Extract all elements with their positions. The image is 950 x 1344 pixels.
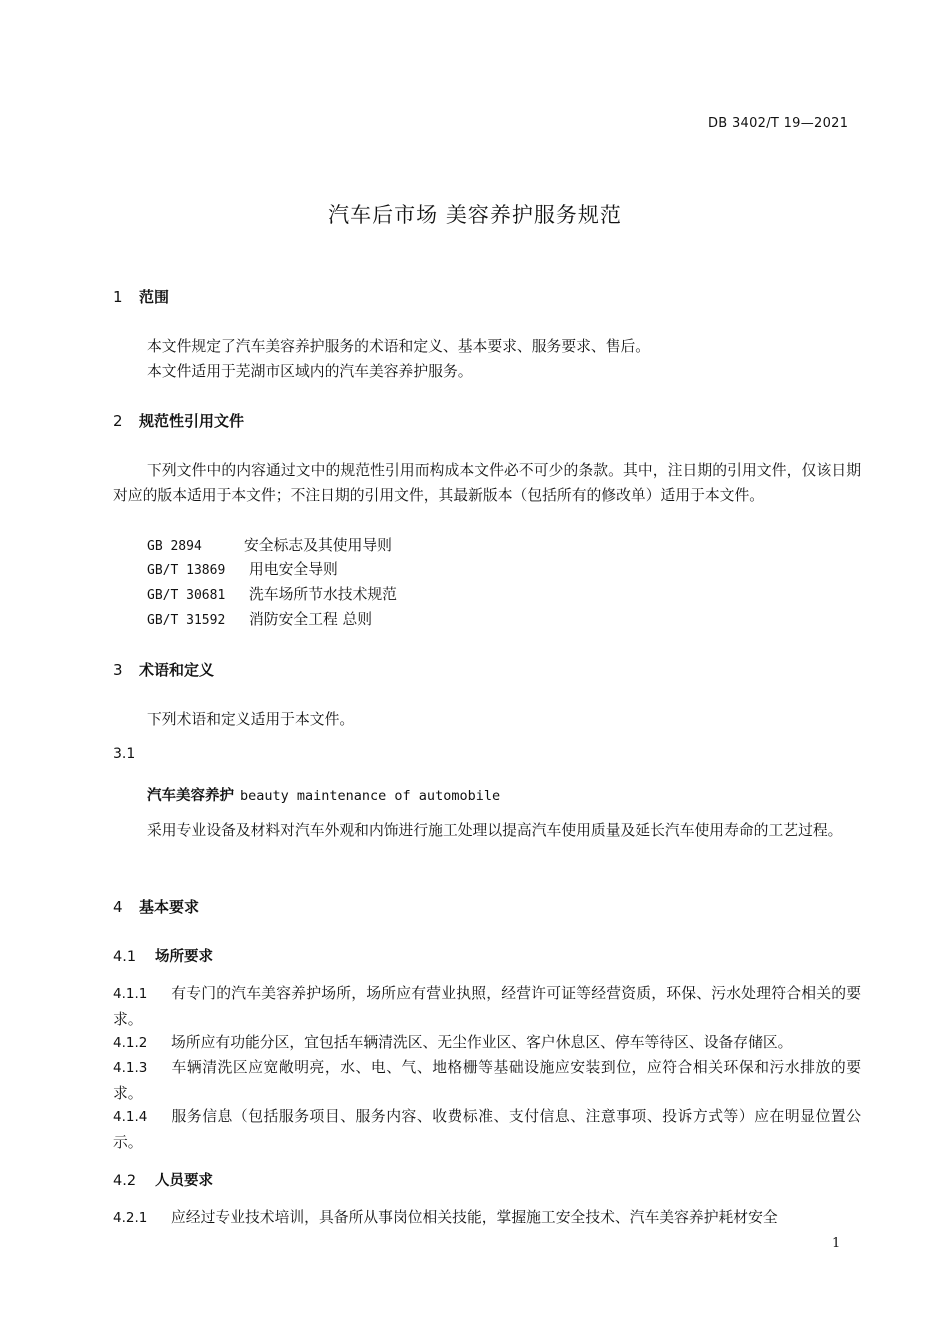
section-heading-3 xyxy=(113,659,214,680)
reference-title: 用电安全导则 xyxy=(249,561,338,578)
reference-code: GB/T 30681 xyxy=(147,588,226,603)
reference-code: GB/T 13869 xyxy=(147,563,226,578)
section-heading-1 xyxy=(113,286,169,307)
page-number: 1 xyxy=(832,1236,841,1251)
reference-item xyxy=(147,583,397,604)
section-title: 基本要求 xyxy=(139,898,200,916)
clause xyxy=(113,1104,861,1155)
clause-text: 车辆清洗区应宽敞明亮，水、电、气、地格栅等基础设施应安装到位，应符合相关环保和污水排放的要求。 xyxy=(113,1059,861,1102)
section-title: 规范性引用文件 xyxy=(139,412,245,430)
reference-code: GB 2894 xyxy=(147,539,202,554)
paragraph: 下列文件中的内容通过文中的规范性引用而构成本文件必不可少的条款。其中，注日期的引用文件，仅该日期对应的版本适用于本文件；不注日期的引用文件，其最新版本（包括所有的修改单）适用于本文件。 xyxy=(113,462,861,504)
clause xyxy=(113,1030,861,1056)
clause-number: 4.1.2 xyxy=(113,1035,148,1051)
section-title: 术语和定义 xyxy=(139,661,215,679)
paragraph: 本文件规定了汽车美容养护服务的术语和定义、基本要求、服务要求、售后。 xyxy=(147,338,651,355)
reference-item xyxy=(147,608,372,629)
clause-number: 4.2.1 xyxy=(113,1210,148,1226)
subsection-title: 场所要求 xyxy=(155,949,213,965)
term-chinese: 汽车美容养护 xyxy=(147,788,234,804)
section-heading-2 xyxy=(113,410,244,431)
reference-code: GB/T 31592 xyxy=(147,613,226,628)
term-definition: 采用专业设备及材料对汽车外观和内饰进行施工处理以提高汽车使用质量及延长汽车使用寿命的工艺过程。 xyxy=(147,822,843,839)
term-entry xyxy=(147,784,500,805)
clause-text: 服务信息（包括服务项目、服务内容、收费标准、支付信息、注意事项、投诉方式等）应在明显位置公示。 xyxy=(113,1108,861,1151)
clause-text: 应经过专业技术培训，具备所从事岗位相关技能，掌握施工安全技术、汽车美容养护耗材安全 xyxy=(171,1209,778,1226)
section-number: 3 xyxy=(113,661,123,679)
subsection-title: 人员要求 xyxy=(155,1173,213,1189)
clause-text: 有专门的汽车美容养护场所，场所应有营业执照，经营许可证等经营资质，环保、污水处理符合相关的要求。 xyxy=(113,985,861,1028)
reference-item xyxy=(147,558,338,579)
clause xyxy=(113,981,861,1032)
paragraph: 本文件适用于芜湖市区域内的汽车美容养护服务。 xyxy=(147,363,473,380)
section-number: 2 xyxy=(113,412,123,430)
section-number: 1 xyxy=(113,288,123,306)
clause-text: 场所应有功能分区，宜包括车辆清洗区、无尘作业区、客户休息区、停车等待区、设备存储区。 xyxy=(171,1034,793,1051)
clause-number: 4.1.3 xyxy=(113,1060,148,1076)
clause-number: 4.1.4 xyxy=(113,1109,148,1125)
subsection-heading-4-1 xyxy=(113,945,213,966)
clause xyxy=(113,1055,861,1106)
section-heading-4 xyxy=(113,896,199,917)
term-number: 3.1 xyxy=(113,746,136,762)
clause xyxy=(113,1205,861,1231)
document-title: 汽车后市场 美容养护服务规范 xyxy=(328,203,622,227)
document-id: DB 3402/T 19—2021 xyxy=(708,116,849,131)
reference-item xyxy=(147,534,392,555)
reference-title: 安全标志及其使用导则 xyxy=(244,537,392,554)
section-title: 范围 xyxy=(139,288,170,306)
subsection-heading-4-2 xyxy=(113,1169,213,1190)
term-english: beauty maintenance of automobile xyxy=(240,788,501,804)
reference-title: 消防安全工程 总则 xyxy=(249,611,373,628)
paragraph: 下列术语和定义适用于本文件。 xyxy=(147,711,355,728)
section-number: 4 xyxy=(113,898,123,916)
reference-title: 洗车场所节水技术规范 xyxy=(249,586,397,603)
subsection-number: 4.2 xyxy=(113,1173,137,1189)
clause-number: 4.1.1 xyxy=(113,986,148,1002)
subsection-number: 4.1 xyxy=(113,949,137,965)
